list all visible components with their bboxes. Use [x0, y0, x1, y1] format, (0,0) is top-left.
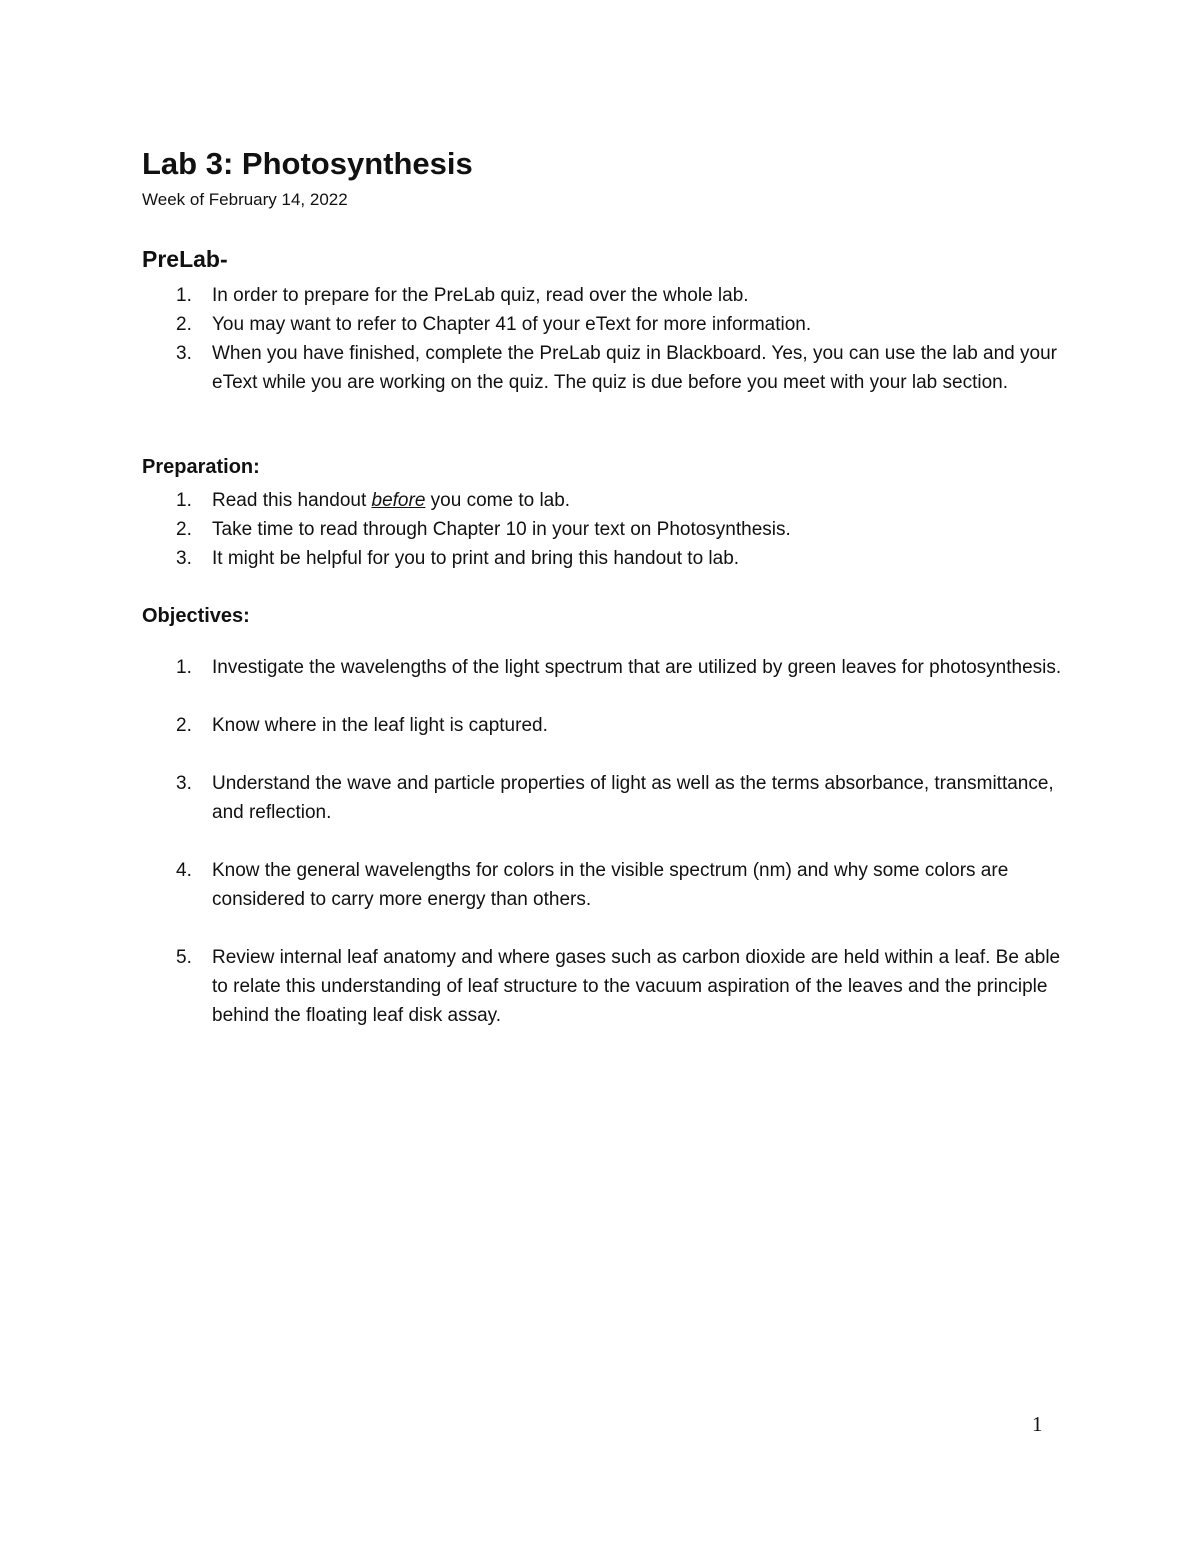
list-item — [142, 544, 1062, 573]
prelab-heading: PreLab- — [142, 246, 228, 272]
list-item — [142, 769, 1062, 827]
item-text: In order to prepare for the PreLab quiz, read over the whole lab. — [212, 285, 749, 306]
item-number: 4. — [176, 860, 192, 881]
item-number: 3. — [176, 548, 192, 569]
list-item — [142, 856, 1062, 914]
page-title: Lab 3: Photosynthesis — [142, 146, 473, 181]
item-text: Review internal leaf anatomy and where gases such as carbon dioxide are held within a leaf. Be able to relate this understanding of leaf structure to the vacuum aspiration of the leaves and the principle behind the floating leaf disk assay. — [212, 947, 1061, 1026]
item-text: You may want to refer to Chapter 41 of your eText for more information. — [212, 314, 812, 335]
list-item — [142, 943, 1062, 1030]
item-text: Know the general wavelengths for colors in the visible spectrum (nm) and why some colors are considered to carry more energy than others. — [212, 860, 1009, 910]
objectives-list — [142, 653, 1062, 1030]
preparation-list — [142, 486, 1062, 573]
list-item — [142, 515, 1062, 544]
list-item — [142, 339, 1062, 397]
item-text-before: Read this handout — [212, 490, 372, 511]
preparation-heading: Preparation: — [142, 456, 260, 478]
item-number: 1. — [176, 490, 192, 511]
item-number: 5. — [176, 947, 192, 968]
item-text: Understand the wave and particle properties of light as well as the terms absorbance, transmittance, and reflection. — [212, 773, 1054, 823]
list-item — [142, 310, 1062, 339]
item-text: Take time to read through Chapter 10 in your text on Photosynthesis. — [212, 519, 791, 540]
item-number: 1. — [176, 285, 192, 306]
item-text: Investigate the wavelengths of the light spectrum that are utilized by green leaves for photosynthesis. — [212, 657, 1062, 678]
item-text-after: you come to lab. — [425, 490, 571, 511]
list-item — [142, 281, 1062, 310]
objectives-heading: Objectives: — [142, 605, 250, 627]
item-number: 3. — [176, 773, 192, 794]
item-number: 3. — [176, 343, 192, 364]
page-number: 1 — [1032, 1412, 1043, 1436]
list-item — [142, 486, 1062, 515]
list-item — [142, 711, 1062, 740]
item-number: 2. — [176, 314, 192, 335]
item-text: It might be helpful for you to print and bring this handout to lab. — [212, 548, 740, 569]
item-text: Know where in the leaf light is captured. — [212, 715, 548, 736]
list-item — [142, 653, 1062, 682]
item-number: 2. — [176, 715, 192, 736]
prelab-list — [142, 281, 1062, 397]
item-number: 1. — [176, 657, 192, 678]
page-subtitle: Week of February 14, 2022 — [142, 190, 348, 209]
item-text: When you have finished, complete the PreLab quiz in Blackboard. Yes, you can use the lab and your eText while you are working on the quiz. The quiz is due before you meet with your lab section. — [212, 343, 1057, 393]
emphasis-text: before — [371, 490, 426, 511]
item-number: 2. — [176, 519, 192, 540]
